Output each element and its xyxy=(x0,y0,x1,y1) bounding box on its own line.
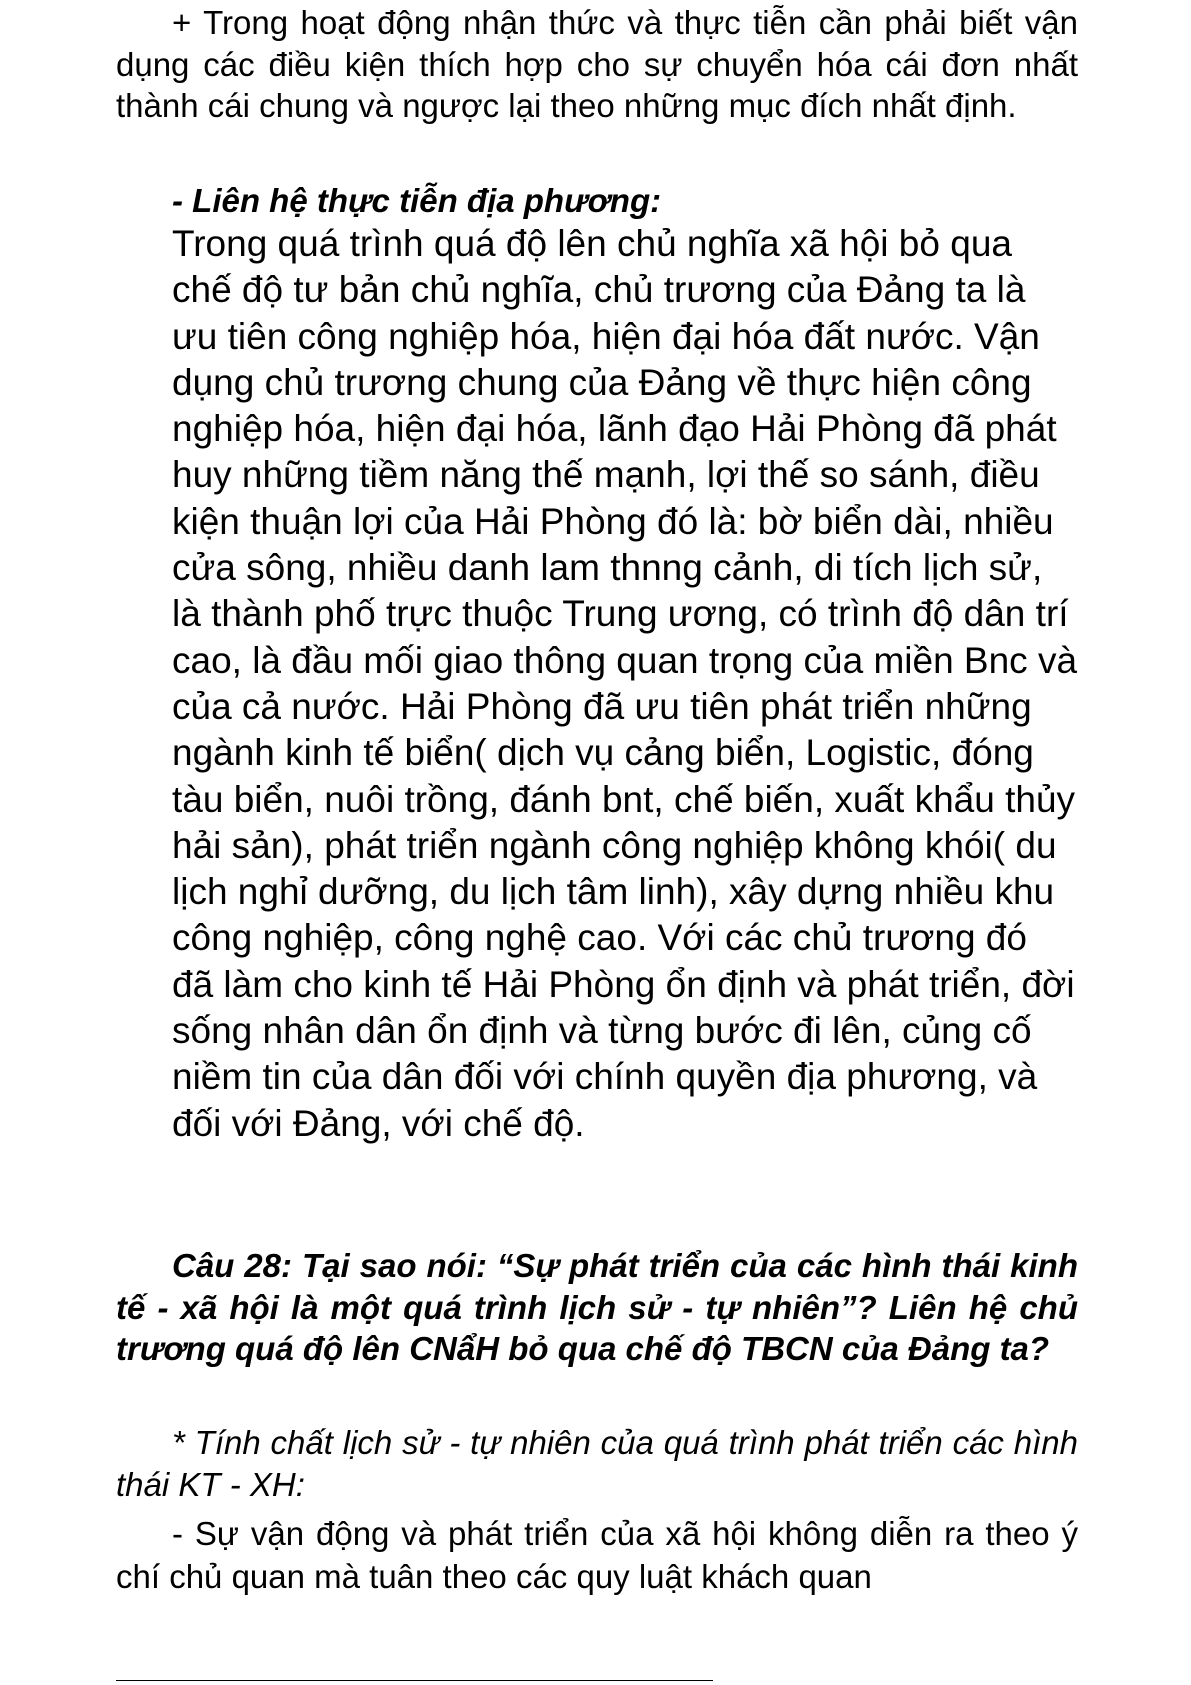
footnote-divider xyxy=(116,1680,713,1681)
paragraph-social-movement: - Sự vận động và phát triển của xã hội không diễn ra theo ý chí chủ quan mà tuân theo các quy luật khách quan xyxy=(116,1515,1078,1595)
paragraph-local-practice: Trong quá trình quá độ lên chủ nghĩa xã hội bỏ qua chế độ tư bản chủ nghĩa, chủ trương của Đảng ta là ưu tiên công nghiệp hóa, hiện đại hóa đất nước. Vận dụng chủ trương chung của Đảng về thực hiện công nghiệp hóa, hiện đại hóa, lãnh đạo Hải Phòng đã phát huy những tiềm năng thế mạnh, lợi thế so sánh, điều kiện thuận lợi của Hải Phòng đó là: bờ biển dài, nhiều cửa sông, nhiều danh lam thnng cảnh, di tích lịch sử, là thành phố trực thuộc Trung ương, có trình độ dân trí cao, là đầu mối giao thông quan trọng của miền Bnc và của cả nước. Hải Phòng đã ưu tiên phát triển những ngành kinh tế biển( dịch vụ cảng biển, Logistic, đóng tàu biển, nuôi trồng, đánh bnt, chế biến, xuất khẩu thủy hải sản), phát triển ngành công nghiệp không khói( du lịch nghỉ dưỡng, du lịch tâm linh), xây dựng nhiều khu công nghiệp, công nghệ cao. Với các chủ trương đó đã làm cho kinh tế Hải Phòng ổn định và phát triển, đời sống nhân dân ổn định và từng bước đi lên, củng cố niềm tin của dân đối với chính quyền địa phương, và đối với Đảng, với chế độ. xyxy=(172,223,1078,1144)
paragraph-intro: + Trong hoạt động nhận thức và thực tiễn cần phải biết vận dụng các điều kiện thích hợp cho sự chuyển hóa cái đơn nhất thành cái chung và ngược lại theo những mục đích nhất định. xyxy=(116,4,1078,125)
question-28-heading: Câu 28: Tại sao nói: “Sự phát triển của các hình thái kinh tế - xã hội là một quá trình lịch sử - tự nhiên”? Liên hệ chủ trương quá độ lên CNẩH bỏ qua chế độ TBCN của Đảng ta? xyxy=(116,1247,1078,1367)
historical-natural-heading: * Tính chất lịch sử - tự nhiên của quá trình phát triển các hình thái KT - XH: xyxy=(116,1424,1078,1503)
local-practice-heading: - Liên hệ thực tiễn địa phương: xyxy=(172,182,662,219)
